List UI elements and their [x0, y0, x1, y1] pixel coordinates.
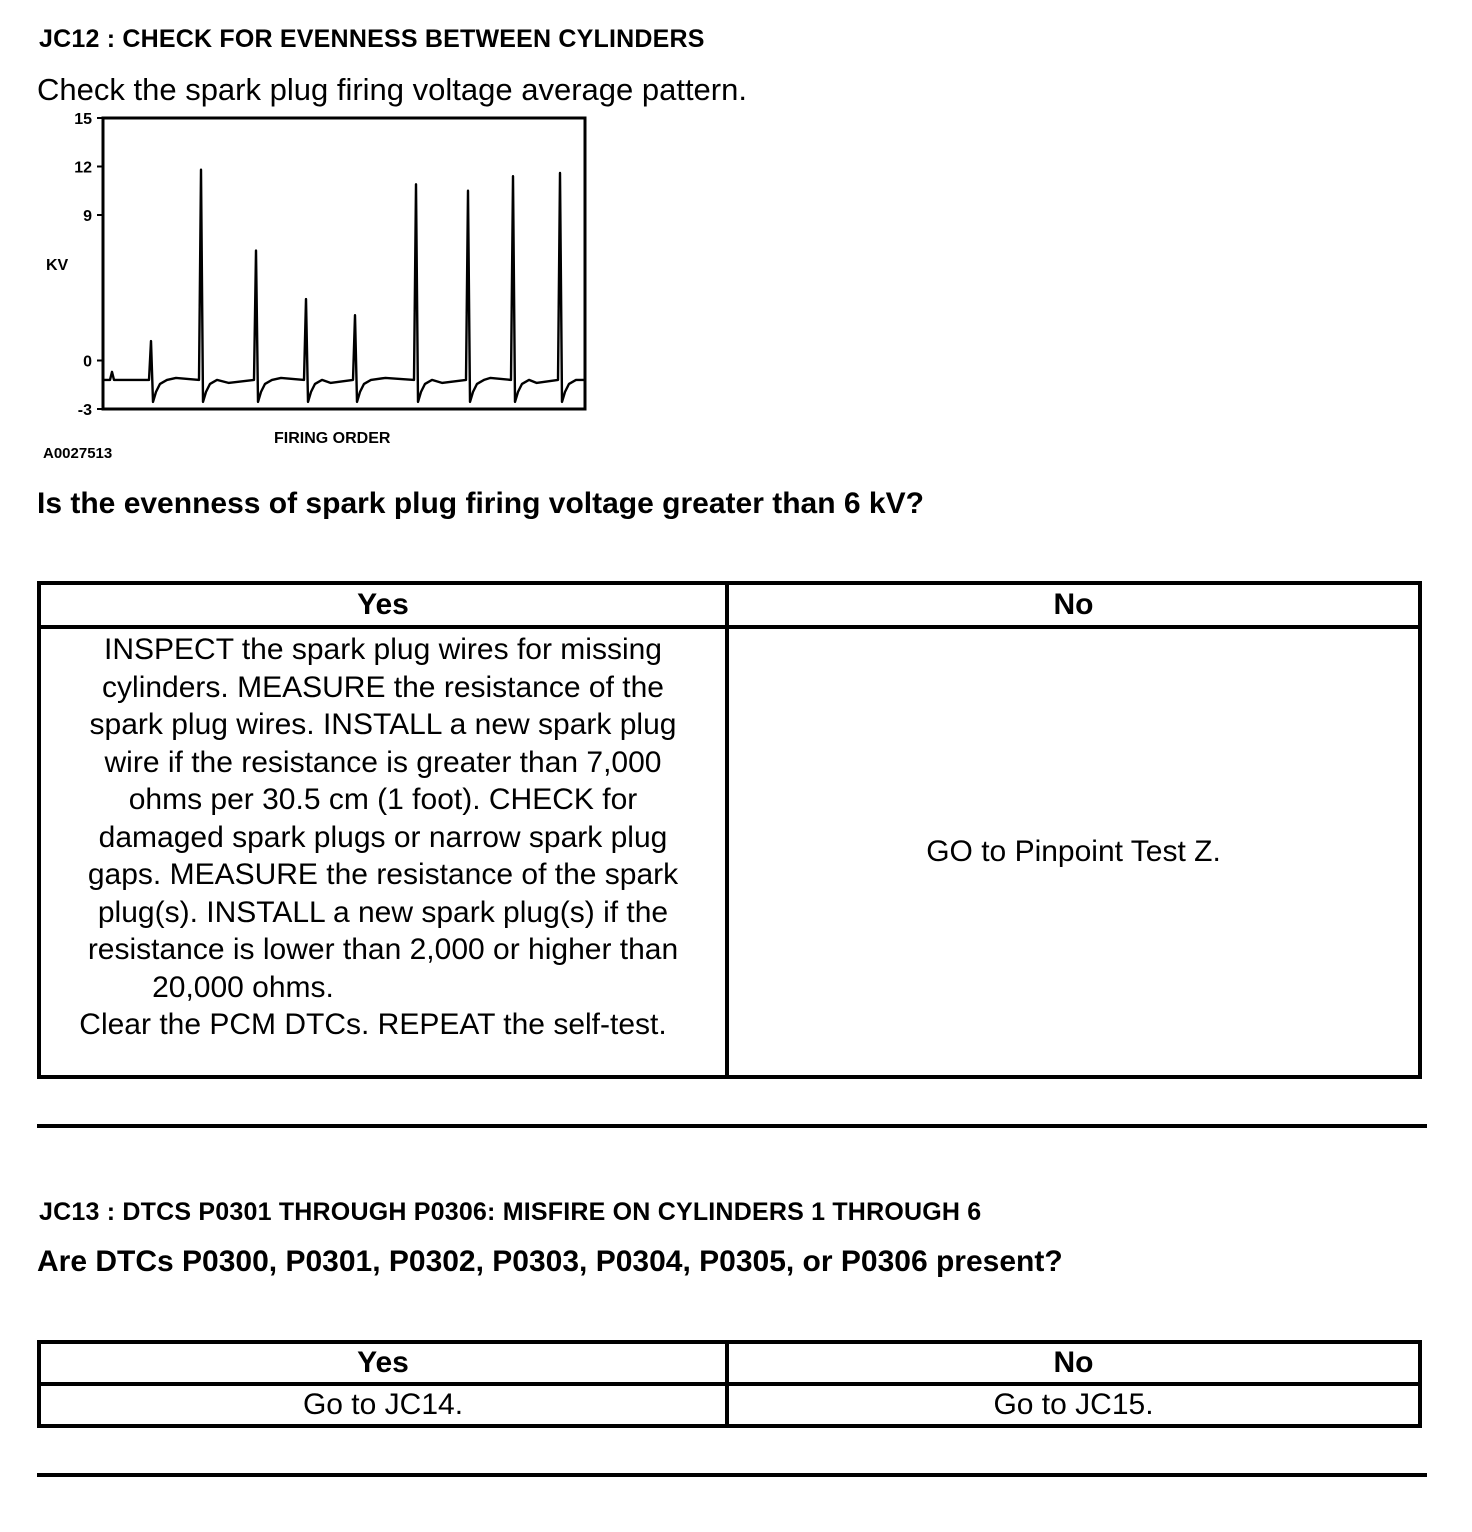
jc12-yes-cell — [39, 627, 727, 1077]
yes-text-line: cylinders. MEASURE the resistance of the — [102, 670, 664, 704]
jc13-answer-table — [37, 1340, 1422, 1428]
jc12-answer-table — [37, 581, 1422, 1079]
y-tick-label: 15 — [74, 111, 92, 128]
yes-text-line: Clear the PCM DTCs. REPEAT the self-test. — [79, 1008, 667, 1041]
section-divider — [37, 1473, 1427, 1477]
firing-voltage-chart — [0, 0, 620, 470]
jc12-no-header: No — [727, 583, 1420, 627]
jc12-no-text: GO to Pinpoint Test Z. — [727, 627, 1420, 1077]
jc12-question: Is the evenness of spark plug firing voltage greater than 6 kV? — [37, 487, 924, 520]
y-tick-label: 9 — [83, 208, 92, 225]
yes-text-line: wire if the resistance is greater than 7,000 — [104, 745, 662, 779]
x-axis-label: FIRING ORDER — [274, 430, 391, 447]
jc13-no-header: No — [727, 1342, 1420, 1384]
jc13-yes-text: Go to JC14. — [39, 1384, 727, 1426]
jc12-instruction: Check the spark plug firing voltage average pattern. — [37, 72, 747, 107]
section-divider — [37, 1124, 1427, 1128]
jc12-yes-header: Yes — [39, 583, 727, 627]
voltage-trace — [103, 170, 585, 402]
yes-text-line: INSPECT the spark plug wires for missing — [104, 633, 662, 666]
jc13-question: Are DTCs P0300, P0301, P0302, P0303, P0304, P0305, or P0306 present? — [37, 1245, 1063, 1278]
jc12-yes-text — [41, 631, 725, 1044]
figure-id: A0027513 — [43, 445, 113, 462]
y-tick-label: 0 — [83, 353, 92, 371]
y-tick-label: -3 — [77, 402, 92, 419]
yes-text-line: resistance is lower than 2,000 or higher than — [87, 933, 679, 966]
yes-text-line: plug(s). INSTALL a new spark plug(s) if the — [97, 895, 669, 929]
jc13-no-text: Go to JC15. — [727, 1384, 1420, 1426]
yes-text-line: ohms per 30.5 cm (1 foot). CHECK for — [128, 783, 638, 816]
yes-text-line: gaps. MEASURE the resistance of the spark — [87, 858, 679, 891]
yes-text-line: spark plug wires. INSTALL a new spark plug — [89, 708, 677, 741]
yes-text-line: damaged spark plugs or narrow spark plug — [98, 820, 668, 854]
yes-text-line: 20,000 ohms. — [152, 970, 334, 1004]
y-tick-label: 12 — [74, 159, 92, 177]
y-axis-ticks — [74, 111, 103, 419]
y-axis-label: KV — [46, 257, 69, 274]
jc13-heading: JC13 : DTCS P0301 THROUGH P0306: MISFIRE ON CYLINDERS 1 THROUGH 6 — [39, 1198, 982, 1226]
jc12-heading: JC12 : CHECK FOR EVENNESS BETWEEN CYLINDERS — [39, 25, 705, 53]
jc13-yes-header: Yes — [39, 1342, 727, 1384]
